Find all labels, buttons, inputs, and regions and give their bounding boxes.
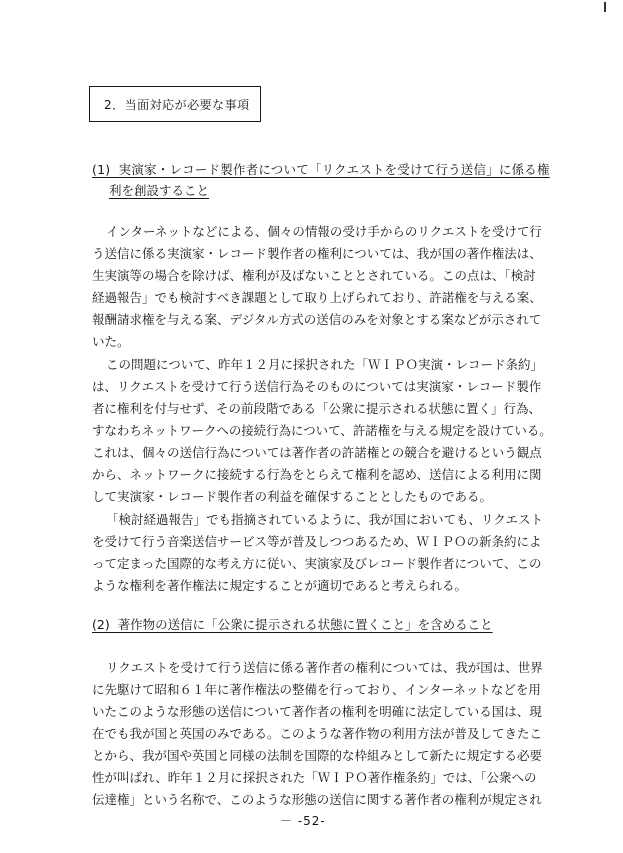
paragraph-4-line: とから、我が国や英国と同様の法制を国際的な枠組みとして新たに規定する必要: [92, 748, 543, 763]
paragraph-2-line: して実演家・レコード製作者の利益を確保することとしたものである。: [92, 489, 493, 504]
page-number: － -52-: [280, 814, 326, 828]
paragraph-3-line: って定まった国際的な考え方に従い、実演家及びレコード製作者について、この: [92, 556, 542, 571]
paragraph-1-line: 生実演等の場合を除けば、権利が及ばないこととされている。この点は、「検討: [92, 268, 536, 283]
paragraph-4-line: 伝達権」という名称で、このような形態の送信に関する著作者の権利が規定され: [92, 792, 542, 807]
paragraph-2-line: すなわちネットワークへの接続行為について、許諾権を与える規定を設けている。: [92, 423, 552, 438]
paragraph-1-line: う送信に係る実演家・レコード製作者の権利については、我が国の著作権法は、: [92, 246, 542, 261]
subsection-2-title: (2) 著作物の送信に「公衆に提示される状態に置くこと」を含めること: [92, 617, 493, 632]
paragraph-4-line: リクエストを受けて行う送信に係る著作者の権利については、我が国は、世界: [106, 660, 543, 675]
section-heading-box: [89, 86, 261, 122]
paragraph-3-line: を受けて行う音楽送信サービス等が普及しつつあるため、ＷＩＰＯの新条約によ: [92, 534, 542, 549]
subsection-1-title-line-1: (1) 実演家・レコード製作者について「リクエストを受けて行う送信」に係る権: [92, 162, 550, 177]
paragraph-2-line: は、リクエストを受けて行う送信行為そのものについては実演家・レコード製作: [92, 379, 542, 394]
scan-mark: [604, 2, 606, 12]
paragraph-1-line: インターネットなどによる、個々の情報の受け手からのリクエストを受けて行: [106, 224, 542, 239]
paragraph-3-line: ような権利を著作権法に規定することが適切であると考えられる。: [92, 578, 468, 593]
paragraph-2-line: これは、個々の送信行為については著作者の許諾権との競合を避けるという観点: [92, 445, 542, 460]
paragraph-4-line: に先駆けて昭和６１年に著作権法の整備を行っており、インターネットなどを用: [92, 682, 541, 697]
paragraph-4-line: 在でも我が国と英国のみである。このような著作物の利用方法が普及してきたこ: [92, 726, 543, 741]
paragraph-1-line: 経過報告」でも検討すべき課題として取り上げられており、許諾権を与える案、: [92, 290, 542, 305]
paragraph-4-line: いたこのような形態の送信について著作者の権利を明確に法定している国は、現: [92, 704, 542, 719]
paragraph-2-line: この問題について、昨年１２月に採択された「ＷＩＰＯ実演・レコード条約」: [106, 357, 544, 372]
subsection-1-title-line-2: 利を創設すること: [109, 183, 210, 198]
paragraph-3-line: 「検討経過報告」でも指摘されているように、我が国においても、リクエスト: [106, 512, 544, 527]
paragraph-1-line: 報酬請求権を与える案、デジタル方式の送信のみを対象とする案などが示されて: [92, 312, 542, 327]
paragraph-2-line: から、ネットワークに接続する行為をとらえて権利を認め、送信による利用に関: [92, 467, 542, 482]
section-heading: 2．当面対応が必要な事項: [104, 98, 250, 112]
paragraph-2-line: 者に権利を付与せず、その前段階である「公衆に提示される状態に置く」行為、: [92, 401, 542, 416]
paragraph-4-line: 性が叫ばれ、昨年１２月に採択された「ＷＩＰＯ著作権条約」では、「公衆への: [92, 770, 537, 785]
paragraph-1-line: いた。: [92, 334, 130, 349]
